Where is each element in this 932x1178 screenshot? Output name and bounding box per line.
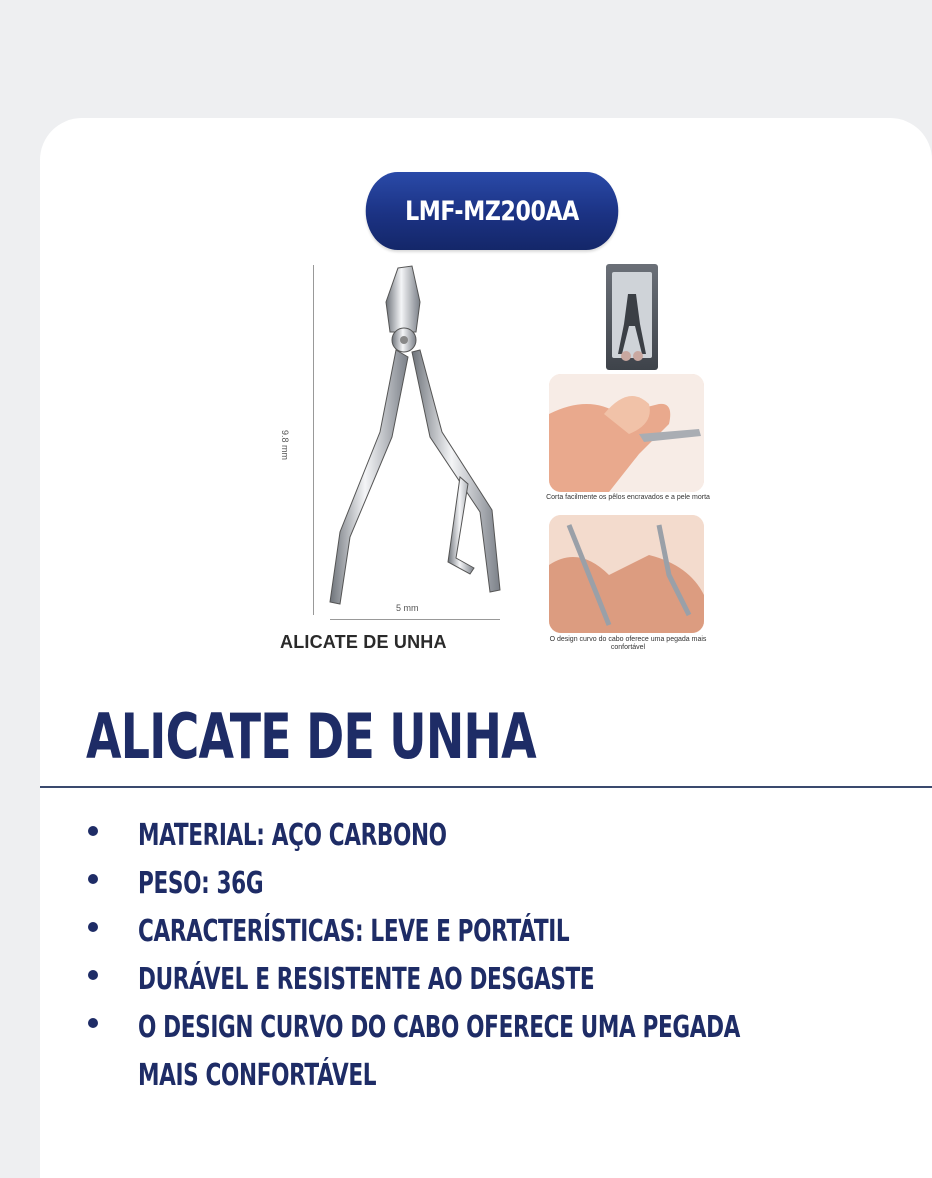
- feature-text: MATERIAL: AÇO CARBONO: [138, 818, 447, 853]
- height-dimension-label: 9.8 mm: [280, 430, 290, 461]
- bullet-icon: [88, 922, 98, 932]
- feature-item: [88, 956, 828, 1004]
- feature-item: [88, 1004, 828, 1100]
- bullet-icon: [88, 874, 98, 884]
- feature-text: PESO: 36G: [138, 866, 264, 901]
- usage-photo-cutting: [549, 374, 704, 492]
- bullet-icon: [88, 826, 98, 836]
- feature-list: [88, 812, 828, 1100]
- model-badge: [366, 172, 619, 250]
- product-title: ALICATE DE UNHA: [86, 700, 536, 773]
- height-dimension-line: [313, 265, 314, 615]
- width-dimension-label: 5 mm: [396, 603, 419, 613]
- feature-text: CARACTERÍSTICAS: LEVE E PORTÁTIL: [138, 914, 570, 949]
- model-code: LMF-MZ200AA: [405, 195, 579, 227]
- feature-text: DURÁVEL E RESISTENTE AO DESGASTE: [138, 962, 595, 997]
- bullet-icon: [88, 1018, 98, 1028]
- usage-caption-2: O design curvo do cabo oferece uma pegada mais confortável: [549, 636, 707, 651]
- width-dimension-line: [330, 619, 500, 620]
- nail-clipper-image: [320, 262, 510, 612]
- usage-photo-grip: [549, 515, 704, 633]
- image-product-label: ALICATE DE UNHA: [280, 632, 447, 652]
- feature-item: [88, 908, 828, 956]
- divider: [40, 786, 932, 788]
- feature-item: [88, 812, 828, 860]
- feature-item: [88, 860, 828, 908]
- package-thumbnail: [606, 264, 658, 370]
- bullet-icon: [88, 970, 98, 980]
- feature-text: O DESIGN CURVO DO CABO OFERECE UMA PEGADA MAIS CONFORTÁVEL: [138, 1010, 741, 1093]
- usage-caption-1: Corta facilmente os pêlos encravados e a pele morta: [546, 494, 710, 501]
